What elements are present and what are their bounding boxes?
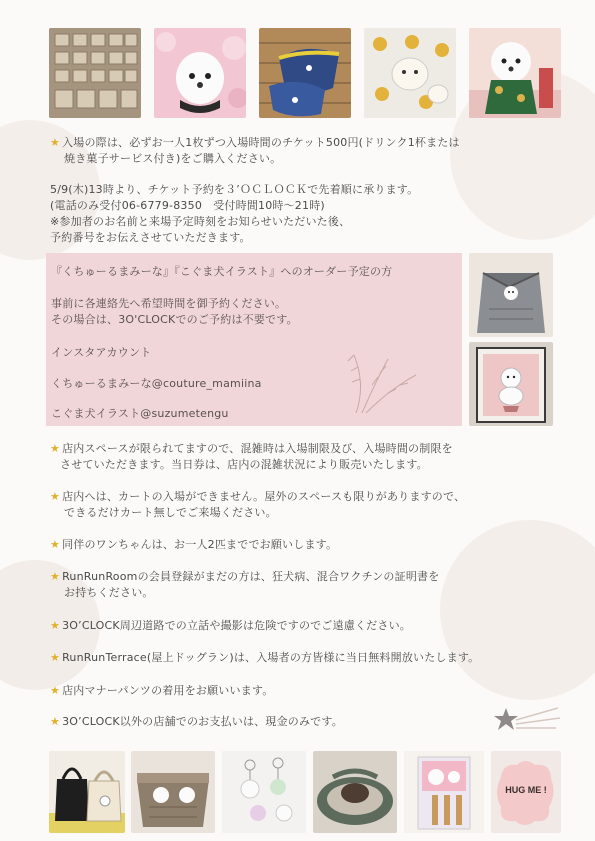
- note-2-line-2: できるだけカート無しでご来場ください。: [64, 506, 277, 519]
- grass-sketch-icon: [336, 345, 426, 415]
- dog-keychains-photo: [222, 751, 306, 833]
- star-icon: ★: [50, 715, 61, 728]
- star-icon: ★: [50, 538, 61, 551]
- note-text: 3O’CLOCK以外の店舗でのお支払いは、現金のみです。: [62, 715, 343, 728]
- reservation-line-3: ※参加者のお名前と来場予定時刻をお知らせいただいた後、: [50, 215, 351, 228]
- order-info-box: [46, 253, 462, 426]
- hug-me-label: HUG ME !: [505, 785, 547, 795]
- star-icon: ★: [50, 651, 61, 664]
- dog-bed-photo: [313, 751, 397, 833]
- note-1-line-2: させていただきます。当日券は、店内の混雑状況により販売いたします。: [60, 458, 428, 471]
- instagram-suzumetengu[interactable]: こぐま犬イラスト@suzumetengu: [51, 407, 229, 420]
- star-icon: ★: [50, 136, 61, 149]
- note-text: 店内へは、カートの入場ができません。屋外のスペースも限りがありますので、: [62, 490, 466, 503]
- reservation-line-4: 予約番号をお伝えさせていただきます。: [50, 231, 251, 244]
- reservation-line-2: (電話のみ受付06-6779-8350 受付時間10時～21時): [50, 199, 325, 212]
- bichon-dog-cherry-blossom-photo: [154, 28, 246, 118]
- note-8: [50, 714, 343, 730]
- star-icon: ★: [50, 684, 61, 697]
- star-icon: ★: [50, 619, 61, 632]
- order-line-2: 事前に各連絡先へ希望時間を御予約ください。: [51, 297, 287, 310]
- wooden-cookie-stamps-photo: [49, 28, 141, 118]
- instagram-heading: インスタアカウント: [51, 346, 152, 359]
- note-5: [50, 618, 411, 634]
- note-text: 店内マナーパンツの着用をお願いいます。: [62, 684, 274, 697]
- shooting-star-icon: [492, 704, 562, 738]
- dog-clothing-photo: [469, 253, 553, 337]
- note-text: RunRunTerrace(屋上ドッグラン)は、入場者の方皆様に当日無料開放いたします。: [62, 651, 480, 664]
- dog-snack-package-photo: [404, 751, 484, 833]
- note-text: 同伴のワンちゃんは、お一人2匹まででお願いします。: [62, 538, 338, 551]
- tote-bags-photo: [49, 751, 125, 833]
- note-4-line-2: お持ちください。: [64, 586, 154, 599]
- note-3: [50, 537, 337, 553]
- hug-me-cushion-photo: [491, 751, 561, 833]
- note-2-line-1: [50, 489, 465, 505]
- bichon-dog-in-costume-photo: [469, 28, 561, 118]
- entry-line-1: [50, 135, 460, 151]
- note-1-line-1: [50, 441, 453, 457]
- entry-line-2: 焼き菓子サービス付き)をご購入ください。: [64, 152, 282, 165]
- dog-treat-box-photo: [131, 751, 215, 833]
- background-circle: [440, 520, 595, 700]
- note-7: [50, 683, 273, 699]
- note-text: 店内スペースが限られてますので、混雑時は入場制限及び、入場時間の制限を: [62, 442, 453, 455]
- star-icon: ★: [50, 490, 61, 503]
- order-line-1: 『くちゅーるまみーな』『こぐま犬イラスト』へのオーダー予定の方: [51, 265, 393, 278]
- denim-dog-clothes-photo: [259, 28, 351, 118]
- reservation-line-1: 5/9(木)13時より、チケット予約を３’ＯＣＬＯＣＫで先着順に承ります。: [50, 183, 419, 196]
- order-line-3: その場合は、3O'CLOCKでのご予約は不要です。: [51, 313, 298, 326]
- note-text: RunRunRoomの会員登録がまだの方は、狂犬病、混合ワクチンの証明書を: [62, 570, 440, 583]
- entry-text: 入場の際は、必ずお一人1枚ずつ入場時間のチケット500円(ドリンク1杯または: [62, 136, 460, 149]
- note-4-line-1: [50, 569, 439, 585]
- dog-illustration-frame-photo: [469, 342, 553, 426]
- instagram-couture-mamiina[interactable]: くちゅーるまみーな@couture_mamiina: [51, 377, 262, 390]
- star-icon: ★: [50, 570, 61, 583]
- note-text: 3O’CLOCK周辺道路での立話や撮影は危険ですのでご遠慮ください。: [62, 619, 411, 632]
- note-6: [50, 650, 479, 666]
- dog-cookies-photo: [364, 28, 456, 118]
- star-icon: ★: [50, 442, 61, 455]
